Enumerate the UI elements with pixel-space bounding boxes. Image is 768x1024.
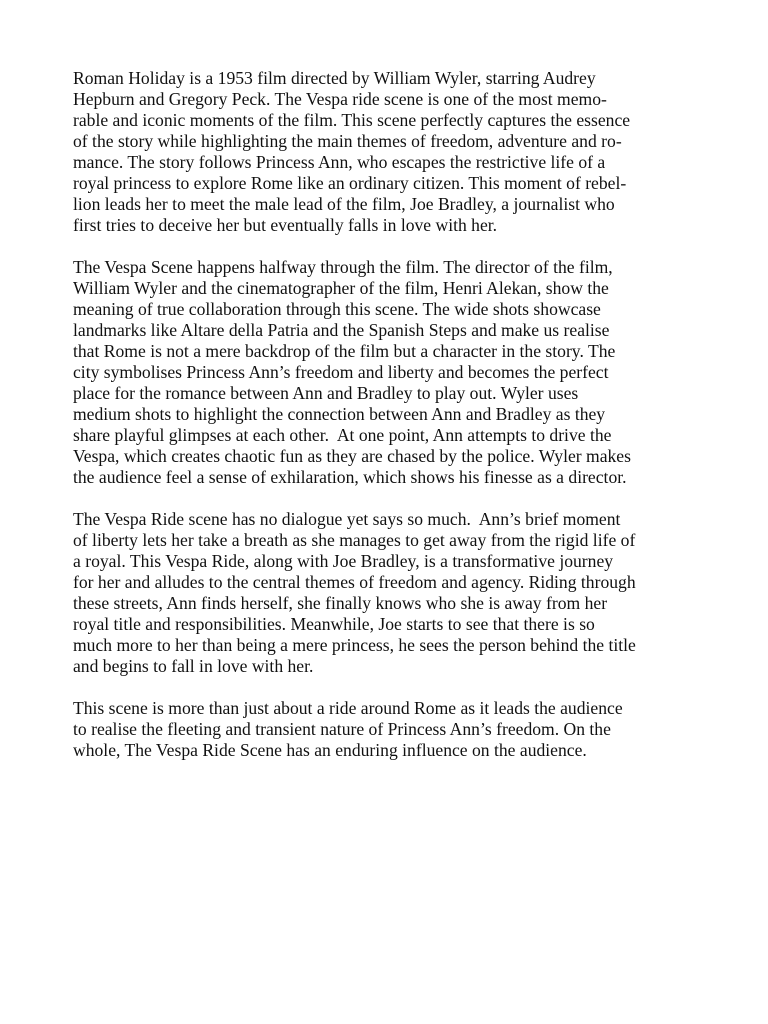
paragraph-2 <box>73 257 695 488</box>
text-line: royal princess to explore Rome like an ordinary citizen. This moment of rebel- <box>73 173 627 193</box>
text-line: The Vespa Scene happens halfway through the film. The director of the film, <box>73 257 613 277</box>
text-line: medium shots to highlight the connection between Ann and Bradley as they <box>73 404 606 424</box>
text-line: and begins to fall in love with her. <box>73 656 314 676</box>
text-line: a royal. This Vespa Ride, along with Joe Bradley, is a transformative journey <box>73 551 614 571</box>
text-line: rable and iconic moments of the film. This scene perfectly captures the essence <box>73 110 631 130</box>
text-line: city symbolises Princess Ann’s freedom and liberty and becomes the perfect <box>73 362 609 382</box>
text-line: royal title and responsibilities. Meanwhile, Joe starts to see that there is so <box>73 614 595 634</box>
text-line: This scene is more than just about a ride around Rome as it leads the audience <box>73 698 623 718</box>
text-line: William Wyler and the cinematographer of the film, Henri Alekan, show the <box>73 278 609 298</box>
text-line: first tries to deceive her but eventually falls in love with her. <box>73 215 498 235</box>
text-line: the audience feel a sense of exhilaration, which shows his finesse as a director. <box>73 467 627 487</box>
paragraph-4 <box>73 698 695 761</box>
text-line: that Rome is not a mere backdrop of the film but a character in the story. The <box>73 341 616 361</box>
text-line: Vespa, which creates chaotic fun as they are chased by the police. Wyler makes <box>73 446 631 466</box>
text-line: these streets, Ann finds herself, she finally knows who she is away from her <box>73 593 608 613</box>
text-line: landmarks like Altare della Patria and the Spanish Steps and make us realise <box>73 320 610 340</box>
text-line: much more to her than being a mere princess, he sees the person behind the title <box>73 635 636 655</box>
paragraph-3 <box>73 509 695 677</box>
text-line: Hepburn and Gregory Peck. The Vespa ride scene is one of the most memo- <box>73 89 607 109</box>
document-body <box>73 68 695 782</box>
text-line: lion leads her to meet the male lead of the film, Joe Bradley, a journalist who <box>73 194 615 214</box>
text-line: share playful glimpses at each other. At one point, Ann attempts to drive the <box>73 425 612 445</box>
text-line: to realise the fleeting and transient nature of Princess Ann’s freedom. On the <box>73 719 611 739</box>
text-line: mance. The story follows Princess Ann, who escapes the restrictive life of a <box>73 152 606 172</box>
text-line: place for the romance between Ann and Bradley to play out. Wyler uses <box>73 383 579 403</box>
text-line: of the story while highlighting the main themes of freedom, adventure and ro- <box>73 131 622 151</box>
text-line: of liberty lets her take a breath as she manages to get away from the rigid life of <box>73 530 636 550</box>
text-line: whole, The Vespa Ride Scene has an enduring influence on the audience. <box>73 740 587 760</box>
text-line: Roman Holiday is a 1953 film directed by William Wyler, starring Audrey <box>73 68 596 88</box>
paragraph-1 <box>73 68 695 236</box>
text-line: The Vespa Ride scene has no dialogue yet says so much. Ann’s brief moment <box>73 509 621 529</box>
text-line: for her and alludes to the central themes of freedom and agency. Riding through <box>73 572 636 592</box>
text-line: meaning of true collaboration through this scene. The wide shots showcase <box>73 299 601 319</box>
